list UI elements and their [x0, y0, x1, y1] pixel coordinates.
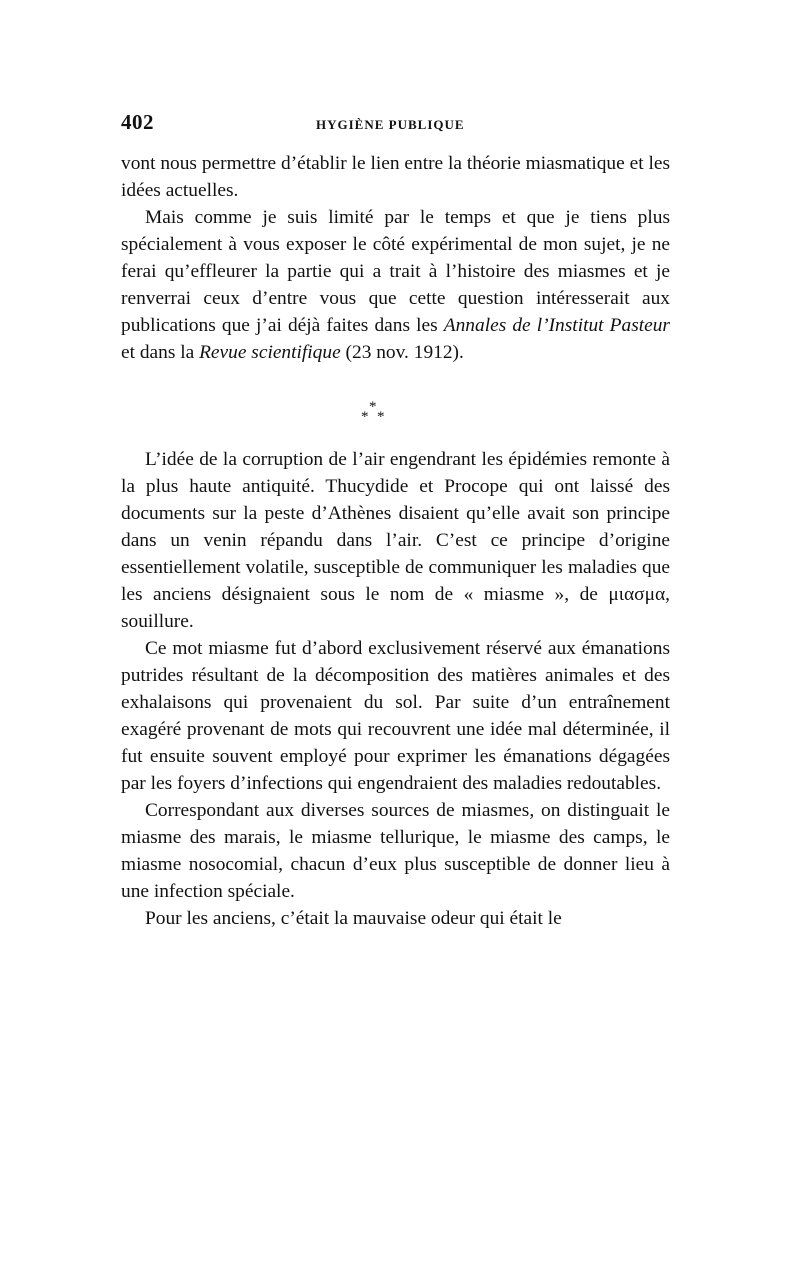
paragraph-definition: Ce mot miasme fut d’abord exclusivement réservé aux émanations putrides résultant de la décomposition des matières animales et des exhalaisons qui provenaient du sol. Par suite d’un entraînement exagéré provenant de mots qui recouvrent une idée mal déterminée, il fut ensuite souvent employé pour exprimer les émanations dégagées par les foyers d’infections qui engendraient des maladies redoutables. — [121, 638, 670, 794]
paragraph-ancients: Pour les anciens, c’était la mauvaise odeur qui était le — [145, 908, 562, 929]
paragraph-references — [121, 204, 670, 366]
book-page — [121, 110, 670, 932]
asterism-star: * — [377, 409, 385, 425]
section-asterism — [121, 366, 670, 446]
asterism-star: * — [369, 399, 377, 415]
paragraph-continuation: vont nous permettre d’établir le lien entre la théorie miasmatique et les idées actuelles. — [121, 153, 670, 201]
running-title: HYGIÈNE PUBLIQUE — [316, 117, 465, 132]
paragraph-text: et dans la — [121, 342, 200, 363]
body-text — [121, 150, 670, 932]
paragraph-text: (23 nov. 1912). — [340, 342, 464, 363]
journal-title-annales: Annales de l’Institut Pasteur — [443, 315, 670, 336]
paragraph-text: Mais comme je suis limité par le temps et que je tiens plus spécialement à vous exposer le côté expérimental de mon sujet, je ne ferai qu’effleurer la partie qui a trait à l’histoire des miasmes et je renverrai ceux d’entre vous que cette question intéresserait aux publications que j’ai déjà faites dans les — [121, 207, 670, 336]
running-head — [121, 110, 670, 150]
asterism-star: * — [361, 409, 369, 425]
journal-title-revue: Revue scientifique — [199, 342, 341, 363]
page-number: 402 — [121, 110, 154, 134]
paragraph-types: Correspondant aux diverses sources de miasmes, on distinguait le miasme des marais, le miasme tellurique, le miasme des camps, le miasme nosocomial, chacun d’eux plus susceptible de donner lieu à une infection spéciale. — [121, 800, 670, 902]
paragraph-origin: L’idée de la corruption de l’air engendrant les épidémies remonte à la plus haute antiquité. Thucydide et Procope qui ont laissé des documents sur la peste d’Athènes disaient qu’elle avait son principe dans un venin répandu dans l’air. C’est ce principe d’origine essentiellement volatile, susceptible de communiquer les maladies que les anciens désignaient sous le nom de « miasme », de μιασμα, souillure. — [121, 449, 670, 632]
